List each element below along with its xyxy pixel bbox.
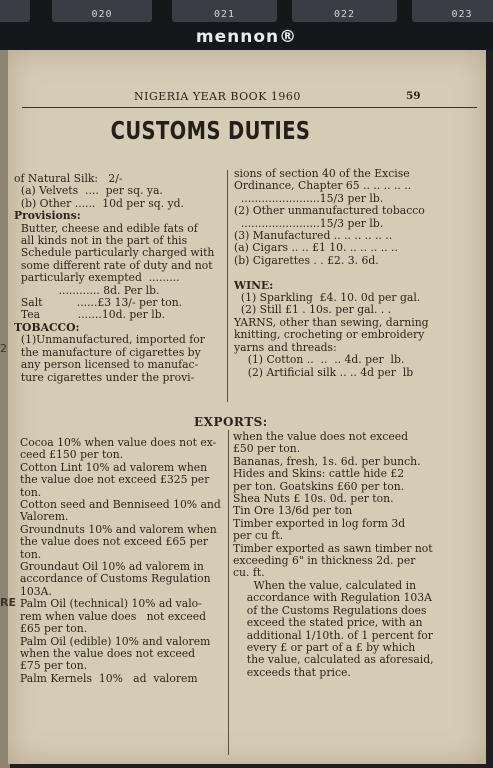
- document-page: [8, 50, 486, 764]
- film-frame: [292, 0, 397, 22]
- exports-left-column: [20, 437, 225, 685]
- text-line: particularly exempted .........: [14, 272, 180, 285]
- text-line: rem when value does not exceed: [20, 610, 207, 623]
- text-line: Palm Kernels 10% ad valorem: [20, 672, 198, 685]
- text-line: Cocoa 10% when value does not ex-: [20, 437, 217, 449]
- text-line: (1) Sparkling £4. 10. 0d per gal.: [234, 292, 421, 305]
- text-line: every £ or part of a £ by which: [233, 641, 416, 654]
- text-line: Bananas, fresh, 1s. 6d. per bunch.: [233, 455, 421, 468]
- text-line: exceed the stated price, with an: [233, 617, 423, 630]
- text-line: (b) Other ...... 10d per sq. yd.: [14, 197, 184, 210]
- text-line: Groundnuts 10% and valorem when: [20, 523, 217, 536]
- text-line: Ordinance, Chapter 65 .. .. .. .. ..: [234, 180, 412, 193]
- header-rule: [22, 107, 477, 108]
- text-line: Tin Ore 13/6d per ton: [233, 505, 353, 518]
- text-line: exceeds that price.: [233, 666, 351, 679]
- text-line: the value does not exceed £65 per: [20, 536, 209, 549]
- text-line: when the value does not exceed: [233, 431, 409, 443]
- column-divider: [228, 430, 229, 755]
- text-line: (1) Cotton .. .. .. 4d. per lb.: [234, 354, 405, 367]
- text-line: the manufacture of cigarettes by: [14, 346, 201, 359]
- text-line: Cotton seed and Benniseed 10% and: [20, 499, 221, 512]
- text-line: (a) Cigars .. .. £1 10. .. .. .. .. ..: [234, 242, 398, 255]
- text-line: (b) Cigarettes . . £2. 3. 6d.: [234, 254, 379, 267]
- text-line: Tea .......10d. per lb.: [14, 309, 166, 322]
- text-line: 103A.: [20, 585, 52, 598]
- text-line: per cu ft.: [233, 530, 284, 543]
- text-line: accordance of Customs Regulation: [20, 573, 211, 586]
- text-line: of the Customs Regulations does: [233, 604, 427, 617]
- text-line: exceeding 6" in thickness 2d. per: [233, 555, 416, 568]
- text-line: £75 per ton.: [20, 660, 88, 673]
- text-line: .......................15/3 per lb.: [234, 192, 384, 205]
- frame-number: 023: [451, 9, 473, 20]
- text-line: Timber exported in log form 3d: [233, 517, 406, 530]
- margin-mark: RE: [0, 596, 16, 609]
- text-line: some different rate of duty and not: [14, 259, 213, 272]
- running-header: NIGERIA YEAR BOOK 1960: [134, 90, 301, 103]
- text-line: any person licensed to manufac-: [14, 359, 199, 372]
- imports-left-column: [14, 173, 222, 384]
- text-line: ton.: [20, 548, 42, 561]
- exports-right-column: [233, 431, 438, 679]
- text-line: (1)Unmanufactured, imported for: [14, 334, 205, 347]
- text-line: TOBACCO:: [14, 321, 80, 334]
- text-line: Hides and Skins: cattle hide £2: [233, 468, 405, 481]
- text-line: per ton. Goatskins £60 per ton.: [233, 480, 405, 493]
- film-frame: [412, 0, 493, 22]
- text-line: (2) Still £1 . 10s. per gal. . .: [234, 304, 392, 317]
- text-line: additional 1/10th. of 1 percent for: [233, 629, 433, 642]
- text-line: all kinds not in the part of this: [14, 235, 188, 248]
- page-heading: CUSTOMS DUTIES: [110, 116, 311, 145]
- page-number: 59: [406, 90, 421, 102]
- margin-mark: 2: [0, 342, 7, 355]
- text-line: Shea Nuts £ 10s. 0d. per ton.: [233, 493, 394, 506]
- text-line: knitting, crocheting or embroidery: [234, 329, 425, 342]
- text-line: (2) Other unmanufactured tobacco: [234, 205, 425, 218]
- text-line: yarns and threads:: [234, 341, 337, 354]
- text-line: £65 per ton.: [20, 623, 88, 636]
- text-line: cu. ft.: [233, 567, 265, 580]
- text-line: Palm Oil (technical) 10% ad valo-: [20, 598, 202, 611]
- text-line: Timber exported as sawn timber not: [233, 542, 433, 555]
- frame-number: 022: [333, 9, 356, 20]
- text-line: YARNS, other than sewing, darning: [234, 316, 429, 329]
- text-line: the value doe not exceed £325 per: [20, 474, 210, 487]
- column-divider: [227, 170, 228, 402]
- imports-right-column: [234, 168, 434, 379]
- film-frame: [52, 0, 152, 22]
- film-frame: [172, 0, 277, 22]
- text-line: Valorem.: [20, 511, 69, 524]
- film-frame: [0, 0, 30, 22]
- text-line: [234, 267, 434, 279]
- text-line: ton.: [20, 486, 42, 499]
- text-line: £50 per ton.: [233, 443, 301, 456]
- text-line: Schedule particularly charged with: [14, 247, 215, 260]
- text-line: .......................15/3 per lb.: [234, 217, 384, 230]
- text-line: Palm Oil (edible) 10% and valorem: [20, 635, 211, 648]
- text-line: ............ 8d. Per lb.: [14, 284, 160, 297]
- text-line: ceed £150 per ton.: [20, 449, 124, 462]
- text-line: sions of section 40 of the Excise: [234, 168, 410, 180]
- exports-heading: EXPORTS:: [194, 415, 268, 429]
- text-line: WINE:: [234, 279, 274, 292]
- text-line: ture cigarettes under the provi-: [14, 371, 195, 384]
- text-line: the value, calculated as aforesaid,: [233, 654, 434, 667]
- frame-number: 021: [213, 9, 236, 20]
- brand-logo: mennon®: [195, 27, 298, 47]
- text-line: when the value does not exceed: [20, 647, 196, 660]
- text-line: accordance with Regulation 103A: [233, 592, 432, 605]
- text-line: of Natural Silk: 2/-: [14, 173, 123, 185]
- text-line: When the value, calculated in: [233, 579, 417, 592]
- frame-number: 020: [91, 9, 113, 20]
- text-line: (a) Velvets .... per sq. ya.: [14, 185, 163, 198]
- text-line: Butter, cheese and edible fats of: [14, 222, 198, 235]
- text-line: (3) Manufactured .. .. .. .. .. ..: [234, 230, 393, 243]
- text-line: Cotton Lint 10% ad valorem when: [20, 461, 208, 474]
- text-line: Groundaut Oil 10% ad valorem in: [20, 561, 204, 574]
- text-line: Provisions:: [14, 210, 81, 223]
- filmstrip: [0, 0, 493, 50]
- text-line: (2) Artificial silk .. .. 4d per lb: [234, 366, 414, 379]
- text-line: Salt ......£3 13/- per ton.: [14, 297, 183, 310]
